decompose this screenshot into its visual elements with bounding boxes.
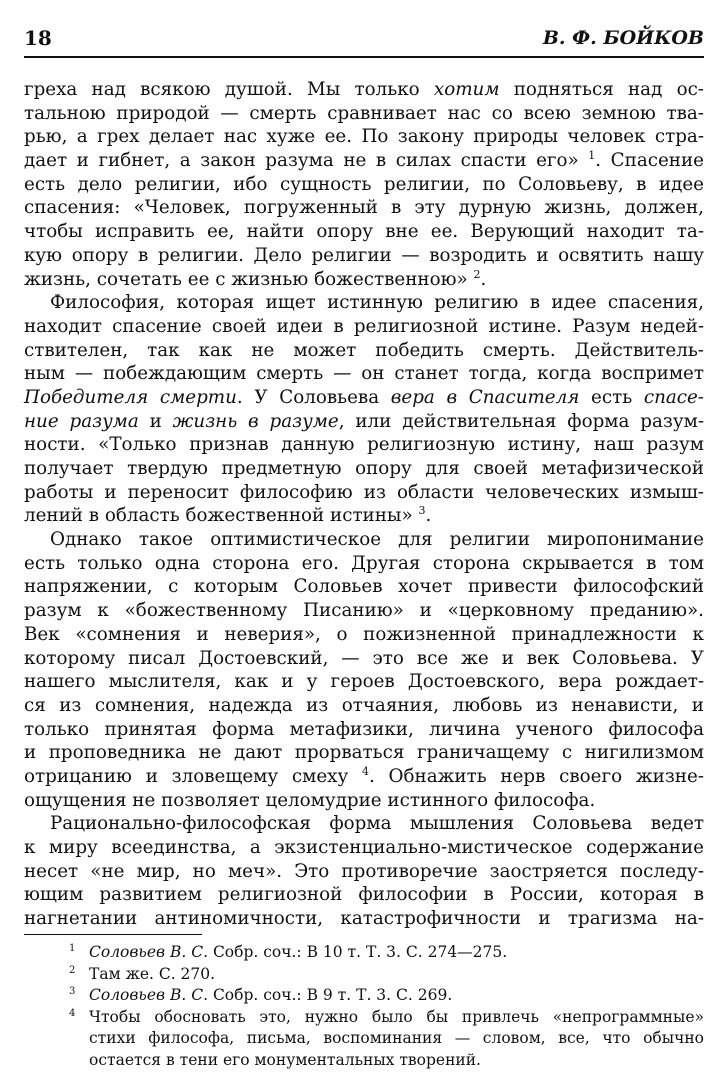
- footnote-line: остается в тени его монументальных творений.: [89, 1050, 481, 1069]
- body-line: кую опору в религии. Дело религии — возродить и освятить нашу: [24, 244, 704, 266]
- body-line: лений в область божественной истины» $^3$.: [24, 504, 432, 527]
- body-line: греха над всякою душой. Мы только хотим подняться над ос-: [24, 79, 704, 100]
- footnote-line: 4 Чтобы обосновать это, нужно было бы привлечь «непрограммные»: [69, 1007, 704, 1026]
- body-line: и проповедника не дают прорваться граничащему с нигилизмом: [24, 742, 704, 764]
- body-line: Философия, которая ищет истинную религию в идее спасения,: [50, 292, 704, 314]
- body-line: чтобы исправить ее, найти опору вне ее. Верующий находит та-: [24, 221, 704, 243]
- footnote-marker: 2: [69, 964, 76, 976]
- footnote-marker: 3: [69, 986, 76, 998]
- running-title: В. Ф. БОЙКОВ: [542, 27, 704, 49]
- body-line: нагнетании антиномичности, катастрофичности и трагизма на-: [24, 908, 704, 930]
- footnote-marker: 4: [69, 1007, 76, 1019]
- body-line: ным — побеждающим смерть — он станет тогда, когда воспримет: [24, 363, 704, 385]
- footnote-line: 2 Там же. С. 270.: [69, 964, 216, 983]
- body-line: Рационально-философская форма мышления Соловьева ведет: [50, 813, 704, 835]
- body-line: Век «сомнения и неверия», о пожизненной принадлежности к: [24, 623, 704, 645]
- body-line: есть дело религии, ибо сущность религии, по Соловьеву, в идее: [24, 173, 704, 195]
- body-line: ние разума и жизнь в разуме, или действительная форма разум-: [24, 410, 705, 432]
- body-line: спасения: «Человек, погруженный в эту дурную жизнь, должен,: [24, 197, 704, 219]
- body-line: только принятая форма метафизики, личина ученого философа: [24, 718, 704, 740]
- footnote-line: стихи философа, письма, воспоминания — словом, все, что обычно: [89, 1029, 704, 1048]
- body-line: получает твердую предметную опору для своей метафизической: [24, 458, 704, 479]
- body-line: ощущения не позволяет целомудрие истинного философа.: [24, 789, 596, 811]
- body-line: ности. «Только признав данную религиозную истину, наш разум: [24, 434, 704, 456]
- body-line: напряжении, с которым Соловьев хочет привести философский: [24, 576, 704, 598]
- header-rule: [24, 56, 704, 58]
- footnotes: [24, 942, 704, 1072]
- page-header: [24, 26, 704, 54]
- body-text: [24, 78, 704, 931]
- body-line: которому писал Достоевский, — это все же и век Соловьева. У: [24, 647, 704, 669]
- body-line: жизнь, сочетать ее с жизнью божественною» $^2$.: [24, 267, 487, 290]
- body-line: разум к «божественному Писанию» и «церковному преданию».: [24, 600, 704, 622]
- body-line: Победителя смерти. У Соловьева вера в Спасителя есть спасе-: [24, 386, 704, 408]
- body-line: дает и гибнет, а закон разума не в силах спасти его» $^1$. Спасение: [24, 149, 704, 172]
- body-line: Однако такое оптимистическое для религии миропонимание: [50, 529, 704, 551]
- body-line: находит спасение своей идеи в религиозной истине. Разум недей-: [24, 315, 704, 337]
- body-line: работы и переносит философию из области человеческих измыш-: [24, 481, 704, 503]
- footnote-marker: 1: [69, 943, 76, 954]
- body-line: ся из сомнения, надежда из отчаяния, любовь из ненависти, и: [24, 694, 704, 716]
- body-line: есть только одна сторона его. Другая сторона скрывается в том: [24, 552, 704, 574]
- body-line: отрицанию и зловещему смеху $^4$. Обнажить нерв своего жизне-: [24, 764, 704, 787]
- body-line: тальною природой — смерть сравнивает нас со всею земною тва-: [24, 102, 704, 124]
- footnote-line: 1 Соловьев В. С. Собр. соч.: В 10 т. Т. 3. С. 274—275.: [69, 943, 508, 961]
- footnote-line: 3 Соловьев В. С. Собр. соч.: В 9 т. Т. 3. С. 269.: [69, 986, 453, 1005]
- page-number: 18: [24, 26, 52, 50]
- body-line: нашего мыслителя, как и у героев Достоевского, вера рождает-: [24, 671, 704, 693]
- body-line: рью, а грех делает нас хуже ее. По закону природы человек стра-: [24, 126, 704, 148]
- footnote-separator: [24, 934, 202, 935]
- body-line: несет «не мир, но меч». Это противоречие заостряется последу-: [24, 860, 704, 882]
- body-line: к миру всеединства, а экзистенциально-мистическое содержание: [24, 837, 704, 858]
- body-line: ющим развитием религиозной философии в России, которая в: [24, 884, 704, 906]
- body-line: ствителен, так как не может победить смерть. Действитель-: [24, 339, 704, 361]
